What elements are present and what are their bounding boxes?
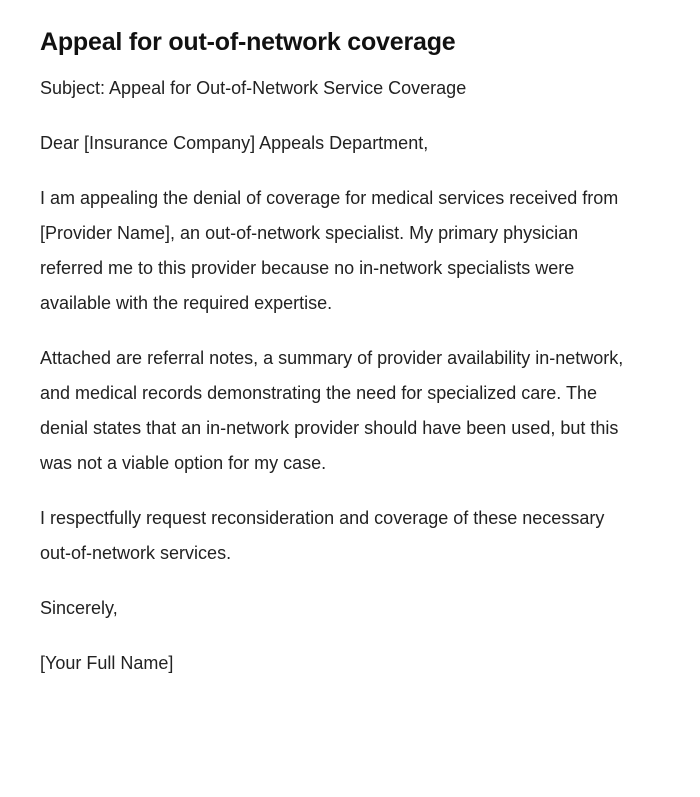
body-paragraph: Attached are referral notes, a summary of provider availability in-network, and medical records demonstrating the need for specialized care. The denial states that an in-network provider should have been used, but this was not a viable option for my case.	[40, 348, 624, 473]
closing: Sincerely,	[40, 598, 118, 618]
page-title: Appeal for out-of-network coverage	[40, 28, 456, 56]
salutation: Dear [Insurance Company] Appeals Department,	[40, 133, 429, 153]
signature-placeholder: [Your Full Name]	[40, 653, 174, 673]
body-paragraph: I respectfully request reconsideration and coverage of these necessary out-of-network services.	[40, 508, 605, 563]
subject-line: Subject: Appeal for Out-of-Network Service Coverage	[40, 78, 467, 98]
body-paragraph: I am appealing the denial of coverage for medical services received from [Provider Name], an out-of-network specialist. My primary physician referred me to this provider because no in-network specialists were available with the required expertise.	[40, 188, 619, 313]
